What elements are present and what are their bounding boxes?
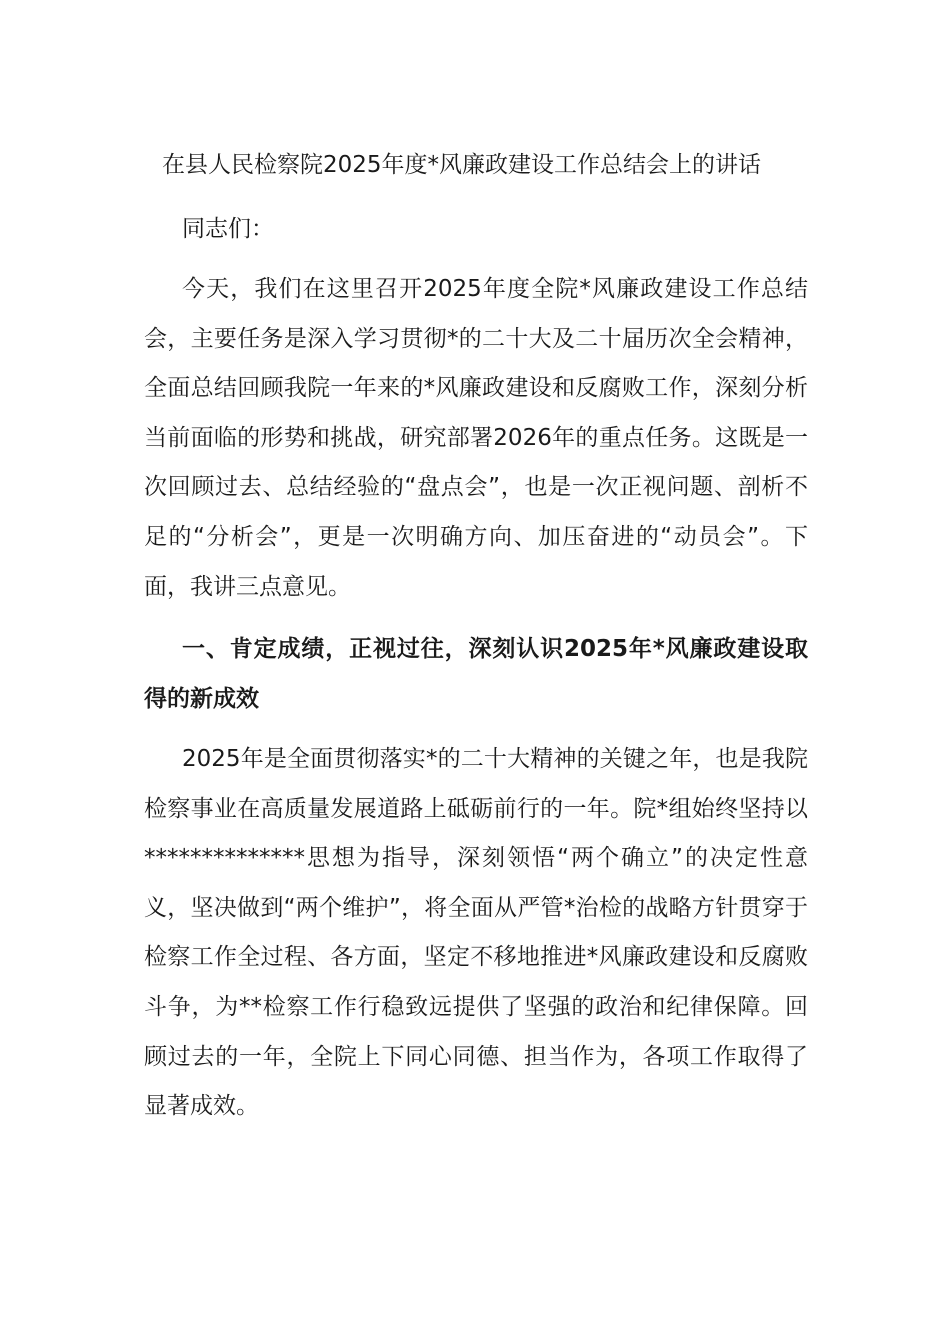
salutation: 同志们： xyxy=(182,216,274,242)
section-heading-1: 一、肯定成绩，正视过往，深刻认识2025年*风廉政建设取得的新成效 xyxy=(144,636,808,712)
paragraph-achievements: 2025年是全面贯彻落实*的二十大精神的关键之年，也是我院检察事业在高质量发展道路上砥砺前行的一年。院*组始终坚持以**************思想为指导，深刻领悟“两个确立”的决定性意义，坚决做到“两个维护”，将全面从严管*治检的战略方针贯穿于检察工作全过程、各方面，坚定不移地推进*风廉政建设和反腐败斗争，为**检察工作行稳致远提供了坚强的政治和纪律保障。回顾过去的一年，全院上下同心同德、担当作为，各项工作取得了显著成效。 xyxy=(144,746,808,1120)
paragraph-intro: 今天，我们在这里召开2025年度全院*风廉政建设工作总结会，主要任务是深入学习贯彻*的二十大及二十届历次全会精神，全面总结回顾我院一年来的*风廉政建设和反腐败工作，深刻分析当前面临的形势和挑战，研究部署2026年的重点任务。这既是一次回顾过去、总结经验的“盘点会”，也是一次正视问题、剖析不足的“分析会”，更是一次明确方向、加压奋进的“动员会”。下面，我讲三点意见。 xyxy=(144,276,808,600)
document-title: 在县人民检察院2025年度*风廉政建设工作总结会上的讲话 xyxy=(162,152,762,178)
